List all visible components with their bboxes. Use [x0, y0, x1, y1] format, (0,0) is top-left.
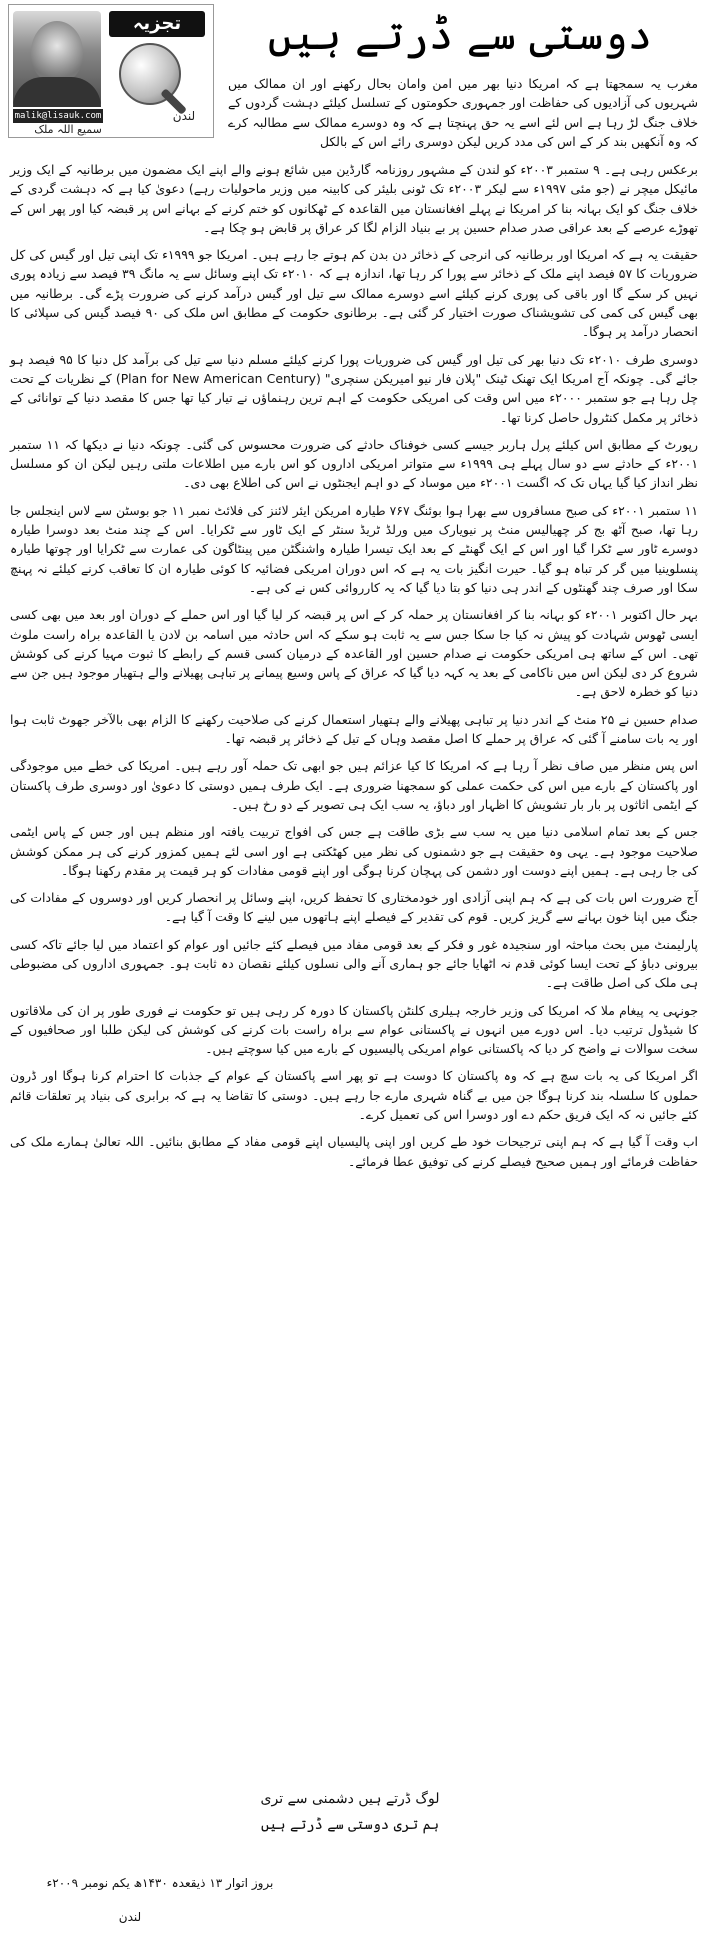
- closing-couplet: [180, 1786, 520, 1838]
- body-paragraph: پارلیمنٹ میں بحث مباحثہ اور سنجیدہ غور و فکر کے بعد قومی مفاد میں فیصلے کئے جائیں اور عوام کو اعتماد میں لیا جائے تاکہ کسی بیرونی دباؤ کے تحت ایسا کوئی قدم نہ اٹھایا جائے جو ہماری آنے والی نسلوں کیلئے نقصان دہ ثابت ہو۔ جمہوری اداروں کی مضبوطی ہی ملک کی اصل طاقت ہے۔: [10, 936, 698, 991]
- body-paragraph: آج ضرورت اس بات کی ہے کہ ہم اپنی آزادی اور خودمختاری کا تحفظ کریں، اپنے وسائل پر انحصار کریں اور دوسروں کے مفادات کی جنگ میں اپنا خون بہانے سے گریز کریں۔ قوم کی تقدیر کے فیصلے اپنے ہاتھوں میں لینے کا وقت آ گیا ہے۔: [10, 890, 698, 925]
- intro-paragraph: مغرب یہ سمجھتا ہے کہ امریکا دنیا بھر میں امن وامان بحال رکھنے اور ان ممالک میں شہریوں کی آزادیوں کی حفاظت اور جمہوری حکومتوں کے تسلسل کیلئے دہشت گردوں کے خلاف جنگ لڑ رہا ہے اس لئے اسے یہ حق پہنچتا ہے کہ وہ دوسرے ممالک سے مطالبہ کرے کہ وہ آنکھیں بند کر کے اس کی مدد کریں لیکن دوسری رائے اس کے بالکل: [228, 76, 698, 149]
- article-intro: [228, 74, 698, 159]
- couplet-line-1: لوگ ڈرتے ہیں دشمنی سے تری: [260, 1791, 440, 1807]
- article-body: [10, 160, 698, 1179]
- portrait-head: [31, 21, 83, 83]
- body-paragraph: ۱۱ ستمبر ۲۰۰۱ء کی صبح مسافروں سے بھرا ہوا بوئنگ ۷۶۷ طیارہ امریکن ایئر لائنز کی فلائٹ نمبر ۱۱ جو بوسٹن سے لاس اینجلس جا رہا تھا، صبح آٹھ بج کر چھیالیس منٹ پر نیویارک میں ورلڈ ٹریڈ سنٹر کے ایک ٹاور سے ٹکرایا۔ اس کے چند منٹ بعد دوسرا طیارہ دوسرے ٹاور سے ٹکرا گیا اور اس کے ایک گھنٹے کے بعد ایک تیسرا طیارہ واشنگٹن میں پینٹاگون کی عمارت سے ٹکرایا اور چوتھا طیارہ پنسلوینیا میں گر کر تباہ ہو گیا۔ حیرت انگیز بات یہ ہے کہ اس دوران امریکی فضائیہ کا کوئی طیارہ ان کا تعاقب کرنے کیلئے نہ پہنچ سکا اور صرف چند گھنٹوں کے اندر ہی دنیا کو بتا دیا گیا کہ یہ کارروائی کس نے کی ہے۔: [10, 502, 698, 595]
- body-paragraph: جس کے بعد تمام اسلامی دنیا میں یہ سب سے بڑی طاقت ہے جس کی افواج تربیت یافتہ اور منظم ہیں اور جس کے پاس ایٹمی صلاحیت موجود ہے۔ یہی وہ حقیقت ہے جو دشمنوں کی نظر میں کھٹکتی ہے اور اسی لئے ہمیں کمزور کرنے کی ہر ممکن کوشش کی جا رہی ہے۔ ہمیں اپنے دوست اور دشمن کی پہچان کرنا ہوگی اور اپنے قومی مفادات کو ہر قیمت پر مقدم رکھنا ہوگا۔: [10, 824, 698, 878]
- article-dateline: بروز اتوار ۱۳ ذیقعدہ ۱۴۳۰ھ یکم نومبر ۲۰۰۹ء: [46, 1876, 274, 1890]
- column-badge: تجزیہ: [109, 11, 205, 37]
- body-paragraph: اب وقت آ گیا ہے کہ ہم اپنی ترجیحات خود طے کریں اور اپنی پالیسیاں اپنے قومی مفاد کے مطابق بنائیں۔ اللہ تعالیٰ ہمارے ملک کی حفاظت فرمائے اور ہمیں صحیح فیصلے کرنے کی توفیق عطا فرمائے۔: [10, 1134, 698, 1169]
- columnist-name: سمیع اللہ ملک: [34, 123, 102, 136]
- body-paragraph: حقیقت یہ ہے کہ امریکا اور برطانیہ کی انرجی کے ذخائر دن بدن کم ہوتے جا رہے ہیں۔ امریکا جو ۱۹۹۹ء تک اپنی تیل اور گیس کی کل ضروریات کا ۵۷ فیصد اپنے ملک کے ذخائر سے پورا کر رہا تھا، اندازہ ہے کہ ۲۰۱۰ء تک اپنے وسائل سے یہ مانگ ۳۹ فیصد سے زیادہ پوری نہیں کر سکے گا اور باقی کی پوری کرنے کیلئے اسے دوسرے ممالک سے تیل اور گیس درآمد کرنے کی ضرورت پڑے گی۔ برطانیہ میں بھی گیس کی کمی کی تشویشناک صورت اختیار کر گئی ہے۔ برطانوی حکومت کے مطابق اس ملک کی ۹۰ فیصد گیس کی سپلائی کا انحصار درآمد پر ہوگا۔: [10, 247, 698, 340]
- body-paragraph: اگر امریکا کی یہ بات سچ ہے کہ وہ پاکستان کا دوست ہے تو پھر اسے پاکستان کے عوام کے جذبات کا احترام کرنا ہوگا اور ڈرون حملوں کا سلسلہ بند کرنا ہوگا جن میں بے گناہ شہری مارے جا رہے ہیں۔ دوستی کا تقاضا یہ ہے کہ برابری کی بنیاد پر تعلقات قائم کئے جائیں نہ کہ ایک فریق حکم دے اور دوسرا اس کی تعمیل کرے۔: [10, 1068, 698, 1123]
- body-paragraph: صدام حسین نے ۲۵ منٹ کے اندر دنیا پر تباہی پھیلانے والے ہتھیار استعمال کرنے کی صلاحیت رکھنے کا الزام بھی بالآخر جھوٹ ثابت ہوا اور یہ بات سامنے آ گئی کہ عراق پر حملے کا اصل مقصد وہاں کے تیل کے ذخائر پر قبضہ تھا۔: [10, 711, 698, 747]
- article-city-footer: لندن: [118, 1910, 142, 1924]
- magnifier-globe-icon: [119, 43, 181, 105]
- couplet-line-2: ہم تری دوستی سے ڈرتے ہیں: [260, 1817, 440, 1833]
- columnist-portrait: [13, 11, 101, 107]
- body-paragraph: جونہی یہ پیغام ملا کہ امریکا کی وزیر خارجہ ہیلری کلنٹن پاکستان کا دورہ کر رہی ہیں تو حکومت نے فوری طور پر ان کی ملاقاتوں کا شیڈول ترتیب دیا۔ اس دورے میں انہوں نے پاکستانی عوام سے براہ راست بات کرنے کی کوشش کی لیکن طلبا اور صحافیوں کے سخت سوالات نے واضح کر دیا کہ پاکستانی عوام امریکی پالیسیوں کے بارے میں کیا سوچتے ہیں۔: [10, 1002, 698, 1057]
- body-paragraph: برعکس رہی ہے۔ ۹ ستمبر ۲۰۰۳ء کو لندن کے مشہور روزنامہ گارڈین میں شائع ہونے والے اپنے ایک مضمون میں برطانیہ کے ایک وزیر مائیکل میچر نے (جو مئی ۱۹۹۷ء سے لیکر ۲۰۰۳ء تک ٹونی بلیئر کی کابینہ میں وزیر ماحولیات رہے) دعویٰ کیا ہے کہ دہشت گردی کے خلاف جنگ کو ایک بہانہ بنا کر امریکا نے پہلے افغانستان میں القاعدہ کے ٹھکانوں کو ختم کرنے کے بہانے اس پر قبضہ کیا اور پھر اس کے تھوڑے عرصے کے بعد عراقی صدر صدام حسین پر بے بنیاد الزام لگا کر عراق پر قابض ہو چکا ہے۔: [10, 162, 698, 235]
- columnist-header: [8, 4, 214, 138]
- body-paragraph: رپورٹ کے مطابق اس کیلئے پرل ہاربر جیسے کسی خوفناک حادثے کی ضرورت محسوس کی گئی۔ چونکہ دنیا نے دیکھا کہ ۱۱ ستمبر ۲۰۰۱ء کے حادثے سے دو سال پہلے ہی ۱۹۹۹ء سے متواتر امریکی اداروں کو اس بارے میں اطلاعات ملتی رہیں لیکن ان کو مسلسل نظر انداز کیا گیا یہاں تک کہ اگست ۲۰۰۱ء میں موساد کے دو اہم ایجنٹوں نے اس کی اطلاع بھی دی۔: [10, 436, 698, 491]
- article-title: دوستی سے ڈرتے ہیں: [267, 10, 653, 59]
- columnist-email: malik@lisauk.com: [14, 111, 102, 121]
- body-paragraph: اس پس منظر میں صاف نظر آ رہا ہے کہ امریکا کا کیا عزائم ہیں جو ابھی تک حملہ آور رہے ہیں۔ امریکا کی خطے میں موجودگی اور پاکستان کے بارے میں اس کی حکمت عملی کو سمجھنا ضروری ہے۔ ایک طرف ہمیں دوستی کا دعویٰ اور دوسری طرف پاکستان کے ایٹمی اثاثوں پر بار بار تشویش کا اظہار اور دباؤ، یہ سب ایک ہی تصویر کے دو رخ ہیں۔: [10, 758, 698, 812]
- portrait-shoulders: [13, 77, 101, 107]
- body-paragraph: دوسری طرف ۲۰۱۰ء تک دنیا بھر کی تیل اور گیس کی ضروریات پورا کرنے کیلئے مسلم دنیا سے تیل کی برآمد کل دنیا کا ۹۵ فیصد ہو جائے گی۔ چونکہ آج امریکا ایک تھنک ٹینک "پلان فار نیو امیریکن سنچری" (Plan for New American Century) کے نظریات کے تحت چل رہا ہے جو ستمبر ۲۰۰۰ء میں اس وقت کی امریکی حکومت کے اہم ترین رہنماؤں نے تیار کیا تھا جس کا مقصد دنیا کے توانائی کے ذخائر پر مکمل کنٹرول حاصل کرنا تھا۔: [10, 351, 698, 425]
- columnist-city: لندن: [172, 109, 196, 123]
- body-paragraph: بہر حال اکتوبر ۲۰۰۱ء کو بہانہ بنا کر افغانستان پر حملہ کر کے اس پر قبضہ کر لیا گیا اور اس حملے کے دوران اور بعد میں بھی کسی ایسی ٹھوس شہادت کو پیش نہ کیا جا سکا جس سے یہ ثابت ہو سکے کہ اس حادثہ میں اسامہ بن لادن یا القاعدہ براہ راست ملوث تھی۔ اس کے ساتھ ہی امریکی حکومت نے صدام حسین اور القاعدہ کے درمیان کسی قسم کے رابطے کا ثبوت مہیا کرنے کی کوشش شروع کر دی لیکن اس میں ناکامی کے بعد یہ کہہ دیا گیا کہ عراق کے پاس وسیع پیمانے پر تباہی پھیلانے والے ہتھیار موجود ہیں جن سے دنیا کو خطرہ لاحق ہے۔: [10, 607, 698, 700]
